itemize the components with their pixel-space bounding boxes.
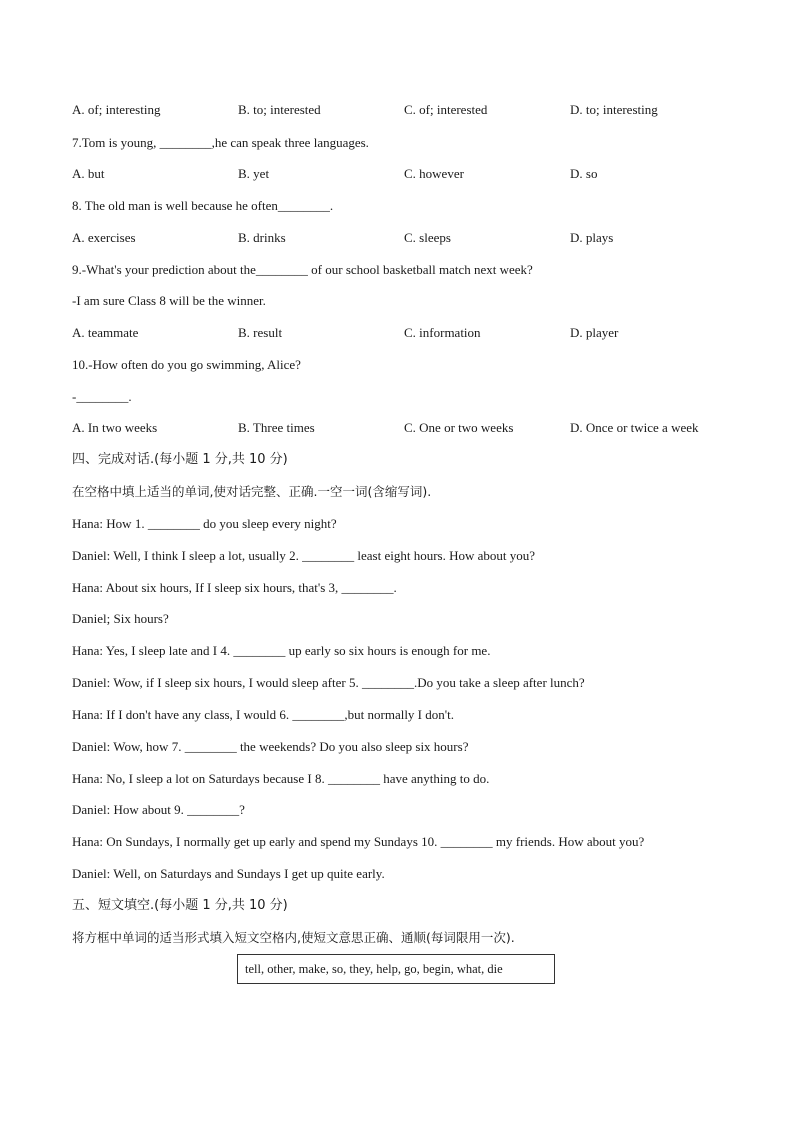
option-d: D. Once or twice a week bbox=[570, 420, 699, 435]
question-9-stem: 9.-What's your prediction about the________ of our school basketball match next week? bbox=[72, 262, 533, 277]
dialogue-line: Hana: If I don't have any class, I would 6. ________,but normally I don't. bbox=[72, 707, 454, 722]
option-a: A. but bbox=[72, 166, 105, 181]
question-7-stem: 7.Tom is young, ________,he can speak three languages. bbox=[72, 135, 369, 150]
option-a: A. teammate bbox=[72, 325, 139, 340]
dialogue-line: Hana: About six hours, If I sleep six hours, that's 3, ________. bbox=[72, 580, 397, 595]
question-7-options bbox=[72, 166, 752, 182]
option-b: B. drinks bbox=[238, 230, 286, 245]
option-c: C. One or two weeks bbox=[404, 420, 514, 435]
dialogue-line: Daniel: How about 9. ________? bbox=[72, 802, 245, 817]
dialogue-line: Daniel: Wow, how 7. ________ the weekends? Do you also sleep six hours? bbox=[72, 739, 469, 754]
option-b: B. result bbox=[238, 325, 283, 340]
dialogue-line: Hana: No, I sleep a lot on Saturdays because I 8. ________ have anything to do. bbox=[72, 771, 490, 786]
section-4-instruction: 在空格中填上适当的单词,使对话完整、正确.一空一词(含缩写词). bbox=[72, 484, 432, 499]
option-c: C. information bbox=[404, 325, 481, 340]
option-c: C. sleeps bbox=[404, 230, 451, 245]
question-10-stem: 10.-How often do you go swimming, Alice? bbox=[72, 357, 301, 372]
section-4-heading: 四、完成对话.(每小题 1 分,共 10 分) bbox=[72, 452, 288, 467]
option-d: D. plays bbox=[570, 230, 614, 245]
option-c: C. of; interested bbox=[404, 102, 488, 117]
question-10-response: -________. bbox=[72, 389, 132, 404]
option-b: B. yet bbox=[238, 166, 270, 181]
question-9-options bbox=[72, 325, 752, 341]
question-6-options bbox=[72, 102, 752, 118]
dialogue-line: Daniel: Well, on Saturdays and Sundays I get up quite early. bbox=[72, 866, 385, 881]
dialogue-line: Hana: On Sundays, I normally get up early and spend my Sundays 10. ________ my friends. How about you? bbox=[72, 834, 645, 849]
dialogue-line: Daniel; Six hours? bbox=[72, 611, 169, 626]
question-8-options bbox=[72, 230, 752, 246]
option-a: A. of; interesting bbox=[72, 102, 161, 117]
dialogue-line: Daniel: Well, I think I sleep a lot, usually 2. ________ least eight hours. How about you? bbox=[72, 548, 536, 563]
question-9-response: -I am sure Class 8 will be the winner. bbox=[72, 293, 266, 308]
dialogue-line: Hana: Yes, I sleep late and I 4. ________ up early so six hours is enough for me. bbox=[72, 643, 491, 658]
option-a: A. exercises bbox=[72, 230, 136, 245]
option-b: B. Three times bbox=[238, 420, 315, 435]
section-5-instruction: 将方框中单词的适当形式填入短文空格内,使短文意思正确、通顺(每词限用一次). bbox=[72, 930, 515, 945]
option-d: D. to; interesting bbox=[570, 102, 658, 117]
question-10-options bbox=[72, 420, 752, 436]
word-bank-box: tell, other, make, so, they, help, go, begin, what, die bbox=[237, 954, 555, 984]
dialogue-line: Hana: How 1. ________ do you sleep every night? bbox=[72, 516, 337, 531]
dialogue-line: Daniel: Wow, if I sleep six hours, I would sleep after 5. ________.Do you take a sleep after lunch? bbox=[72, 675, 585, 690]
section-5-heading: 五、短文填空.(每小题 1 分,共 10 分) bbox=[72, 898, 288, 913]
question-8-stem: 8. The old man is well because he often________. bbox=[72, 198, 334, 213]
option-c: C. however bbox=[404, 166, 464, 181]
option-d: D. player bbox=[570, 325, 619, 340]
option-a: A. In two weeks bbox=[72, 420, 158, 435]
option-b: B. to; interested bbox=[238, 102, 321, 117]
option-d: D. so bbox=[570, 166, 598, 181]
